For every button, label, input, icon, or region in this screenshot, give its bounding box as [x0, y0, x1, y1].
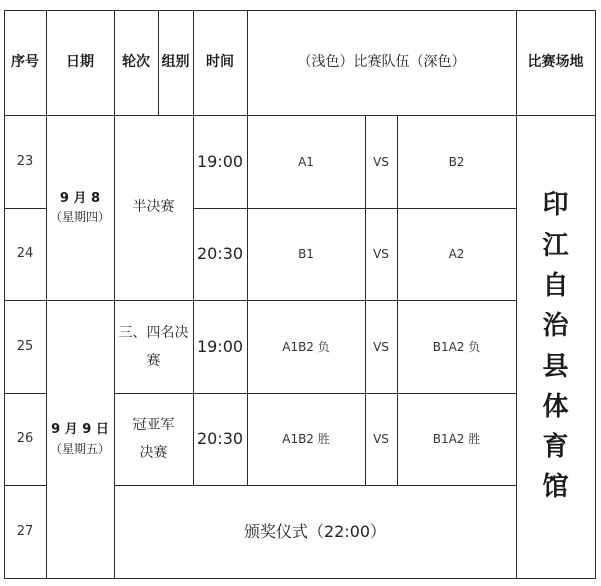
header-time: 时间 — [206, 54, 234, 70]
venue-char: 馆 — [542, 472, 569, 503]
venue-char: 治 — [542, 311, 569, 342]
dark-team-cell: B2 — [448, 154, 465, 169]
header-round: 轮次 — [122, 54, 150, 70]
venue-char: 江 — [542, 230, 569, 261]
header-venue: 比赛场地 — [527, 54, 584, 70]
time-cell: 20:30 — [196, 429, 244, 448]
light-team-cell: A1B2 胜 — [282, 432, 330, 446]
seq-cell: 27 — [16, 523, 34, 539]
round-cell-semifinal: 半决赛 — [132, 199, 175, 215]
weekday-text: （星期五） — [49, 441, 110, 456]
vs-cell: VS — [373, 247, 389, 261]
weekday-text: （星期四） — [49, 210, 110, 225]
time-cell: 19:00 — [196, 151, 244, 171]
round-line: 三、四名决 — [118, 324, 189, 341]
seq-cell: 23 — [16, 153, 34, 169]
dark-team-cell: A2 — [448, 247, 465, 261]
venue-char: 县 — [542, 351, 569, 382]
venue-cell — [516, 115, 595, 578]
header-teams: （浅色）比赛队伍（深色） — [297, 54, 466, 70]
date-cell — [46, 300, 114, 578]
venue-char: 印 — [542, 190, 569, 221]
header-group: 组别 — [161, 54, 190, 70]
dark-team-cell: B1A2 负 — [432, 339, 481, 354]
seq-cell: 25 — [16, 338, 34, 354]
vs-cell: VS — [373, 154, 389, 169]
round-line: 决赛 — [139, 445, 168, 461]
date-text: 9 月 9 日 — [51, 422, 109, 438]
time-cell: 19:00 — [196, 336, 244, 356]
date-cell — [46, 115, 114, 300]
dark-team-cell: B1A2 胜 — [432, 432, 481, 446]
vs-cell: VS — [373, 432, 389, 446]
seq-cell: 26 — [16, 431, 34, 447]
date-text: 9 月 8 — [59, 190, 101, 206]
venue-char: 自 — [542, 270, 569, 301]
header-seq: 序号 — [11, 54, 39, 70]
venue-char: 体 — [542, 391, 569, 422]
seq-cell: 24 — [16, 246, 34, 262]
grid-line — [595, 10, 596, 579]
time-cell: 20:30 — [196, 244, 244, 263]
venue-char: 育 — [542, 432, 569, 463]
light-team-cell: B1 — [298, 247, 314, 261]
round-line: 冠亚军 — [132, 417, 175, 433]
light-team-cell: A1 — [298, 154, 314, 169]
round-line: 赛 — [146, 352, 161, 369]
vs-cell: VS — [373, 339, 389, 354]
grid-line — [4, 578, 596, 579]
light-team-cell: A1B2 负 — [282, 339, 330, 354]
round-cell-final — [114, 393, 193, 485]
header-date: 日期 — [66, 54, 94, 70]
round-cell-third-place — [114, 300, 193, 393]
ceremony-cell: 颁奖仪式（22:00） — [243, 521, 387, 541]
